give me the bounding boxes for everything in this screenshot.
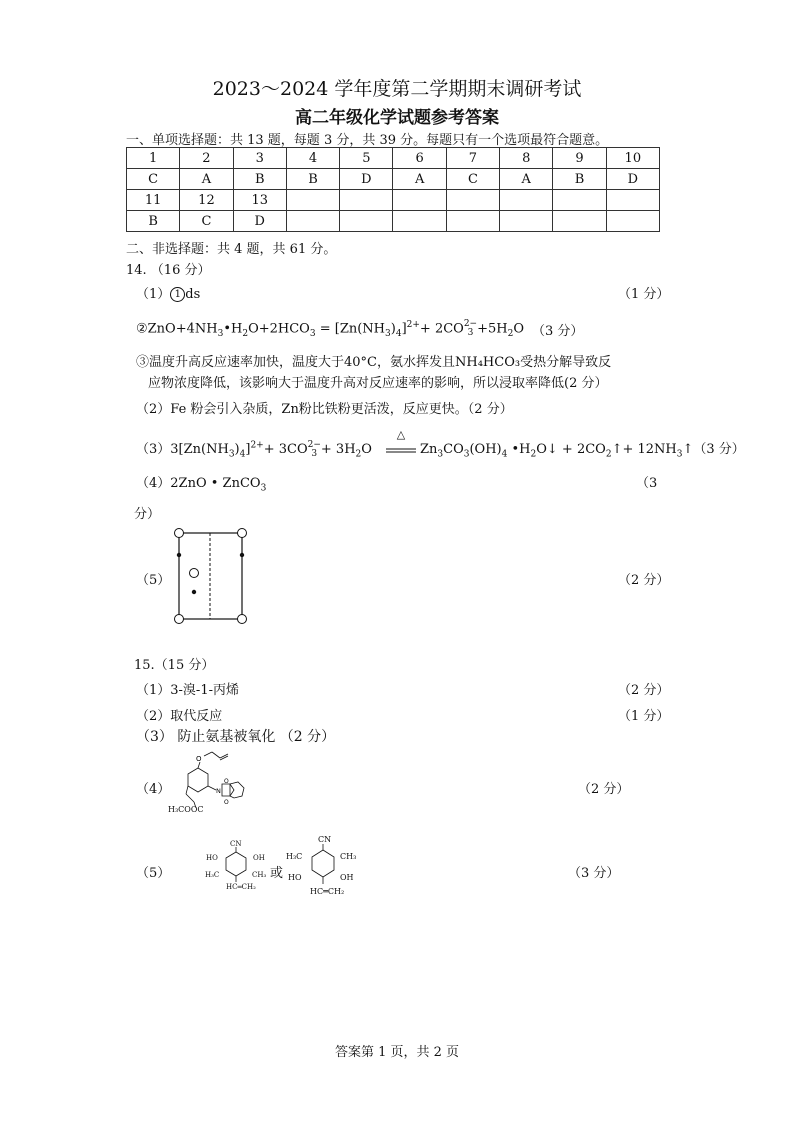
table-cell: A (180, 169, 233, 190)
table-cell: 3 (233, 148, 286, 169)
table-cell: 7 (446, 148, 499, 169)
table-cell: A (500, 169, 553, 190)
table-cell: A (393, 169, 446, 190)
q14-equation-1-score: （3 分） (532, 324, 584, 339)
table-cell: D (606, 169, 659, 190)
table-row (127, 148, 660, 169)
table-cell: 9 (553, 148, 606, 169)
svg-text:O: O (224, 799, 229, 806)
table-cell (393, 211, 446, 232)
q15-part4-score: （2 分） (578, 782, 630, 797)
table-cell: B (286, 169, 339, 190)
q15-part1: （1）3-溴-1-丙烯 (136, 683, 239, 698)
table-cell: B (233, 169, 286, 190)
molecule-2-oh: OH (340, 873, 354, 882)
table-cell: C (180, 211, 233, 232)
table-cell: D (233, 211, 286, 232)
table-cell: 12 (180, 190, 233, 211)
page-title: 2023～2024 学年度第二学期期末调研考试 (212, 78, 582, 100)
molecule-1-ho: HO (206, 854, 218, 862)
table-cell (606, 190, 659, 211)
table-row (127, 211, 660, 232)
section1-heading: 一、单项选择题：共 13 题，每题 3 分，共 39 分。每题只有一个选项最符合题意。 (126, 133, 609, 148)
unit-cell-diagram (170, 526, 254, 628)
table-cell: 10 (606, 148, 659, 169)
table-cell (500, 211, 553, 232)
q14-part1 (136, 283, 200, 302)
ester-group-label: H₃COOC (168, 805, 204, 814)
table-cell: B (553, 169, 606, 190)
molecule-2-ch3: CH₃ (340, 852, 357, 861)
table-cell: 4 (286, 148, 339, 169)
q15-part5-score: （3 分） (568, 866, 620, 881)
q15-part3: （3） 防止氨基被氧化 （2 分） (136, 729, 336, 745)
q14-equation-2-left: $(3)3[Zn(NH_3)_4]^{2+}+ 3CO2-$ $3 + 3H_2O$ (136, 439, 372, 460)
circled-number: 1 (170, 287, 185, 302)
molecule-2-cn: CN (318, 835, 332, 844)
q14-part1-prefix: （1） (136, 287, 171, 302)
q14-part4: （4）2ZnO • ZnCO$_3$ (136, 476, 267, 494)
equal-sign (386, 448, 416, 454)
svg-text:O: O (196, 755, 202, 763)
table-cell: 1 (127, 148, 180, 169)
q15-part5-prefix: （5） (136, 866, 171, 881)
table-cell: D (340, 169, 393, 190)
table-cell (553, 190, 606, 211)
table-cell (340, 211, 393, 232)
q15-part2-score: （1 分） (618, 709, 670, 724)
heat-symbol: △ (396, 428, 406, 441)
or-label: 或 (270, 866, 284, 881)
table-cell: 11 (127, 190, 180, 211)
table-cell (340, 190, 393, 211)
molecule-1-ch3: CH₃ (252, 871, 267, 879)
page-footer: 答案第 1 页，共 2 页 (334, 1045, 460, 1060)
q14-part4-score-a: （3 (636, 476, 658, 491)
table-cell: 8 (500, 148, 553, 169)
table-cell (446, 211, 499, 232)
q14-label: 14. （16 分） (126, 263, 211, 278)
q14-part2: （2）Fe 粉会引入杂质，Zn粉比铁粉更活泼，反应更快。（2 分） (136, 402, 513, 417)
q15-part1-score: （2 分） (618, 683, 670, 698)
answer-table (126, 147, 660, 232)
q14-part3-line1: ③温度升高反应速率加快，温度大于40°C，氨水挥发且NH₄HCO₃受热分解导致反 (136, 355, 612, 370)
q14-part1-text: ds (185, 287, 201, 302)
q14-part4-score-b: 分） (134, 507, 161, 522)
table-cell (606, 211, 659, 232)
molecule-1-cn: CN (230, 840, 242, 848)
q14-part3-line2: 应物浓度降低，该影响大于温度升高对反应速率的影响，所以浸取率降低(2 分） (148, 376, 608, 391)
table-cell (500, 190, 553, 211)
table-row (127, 169, 660, 190)
table-cell (286, 211, 339, 232)
table-cell: 5 (340, 148, 393, 169)
molecule-1-h3c: H₃C (205, 871, 220, 879)
q14-equation-1: $②ZnO+4NH_3•H_2O+2HCO_3 = [Zn(NH_3)_4]^{2+}+ 2CO2-$ $3 +5H_2O$ (136, 319, 525, 340)
molecule-2-h3c: H₃C (286, 852, 303, 861)
table-cell: 13 (233, 190, 286, 211)
table-cell (286, 190, 339, 211)
q14-equation-2-right: $Zn_3CO_3(OH)_4$ $•H_2O↓$ + $2CO_2↑+$ $12NH_3↑(3$ 分） (420, 442, 745, 460)
q14-part5-prefix: （5） (136, 573, 171, 588)
table-cell: 6 (393, 148, 446, 169)
q14-part5-score: （2 分） (618, 573, 670, 588)
table-cell: C (127, 169, 180, 190)
page-subtitle: 高二年级化学试题参考答案 (295, 108, 499, 128)
table-row (127, 190, 660, 211)
table-cell: 2 (180, 148, 233, 169)
molecule-1-oh: OH (253, 854, 265, 862)
table-cell (553, 211, 606, 232)
svg-text:N: N (216, 787, 221, 795)
table-cell: C (446, 169, 499, 190)
molecule-2-ho: HO (288, 873, 302, 882)
table-cell (393, 190, 446, 211)
svg-text:O: O (224, 778, 229, 785)
q15-label: 15.（15 分） (134, 658, 215, 673)
molecule-1-vinyl: HC═CH₂ (226, 883, 256, 891)
molecule-2-vinyl: HC═CH₂ (310, 887, 345, 896)
table-cell (446, 190, 499, 211)
q15-part2: （2）取代反应 (136, 709, 223, 724)
q15-part4-prefix: （4） (136, 782, 171, 797)
table-cell: B (127, 211, 180, 232)
section2-heading: 二、非选择题：共 4 题，共 61 分。 (126, 242, 337, 257)
q14-part1-score: （1 分） (618, 287, 670, 302)
